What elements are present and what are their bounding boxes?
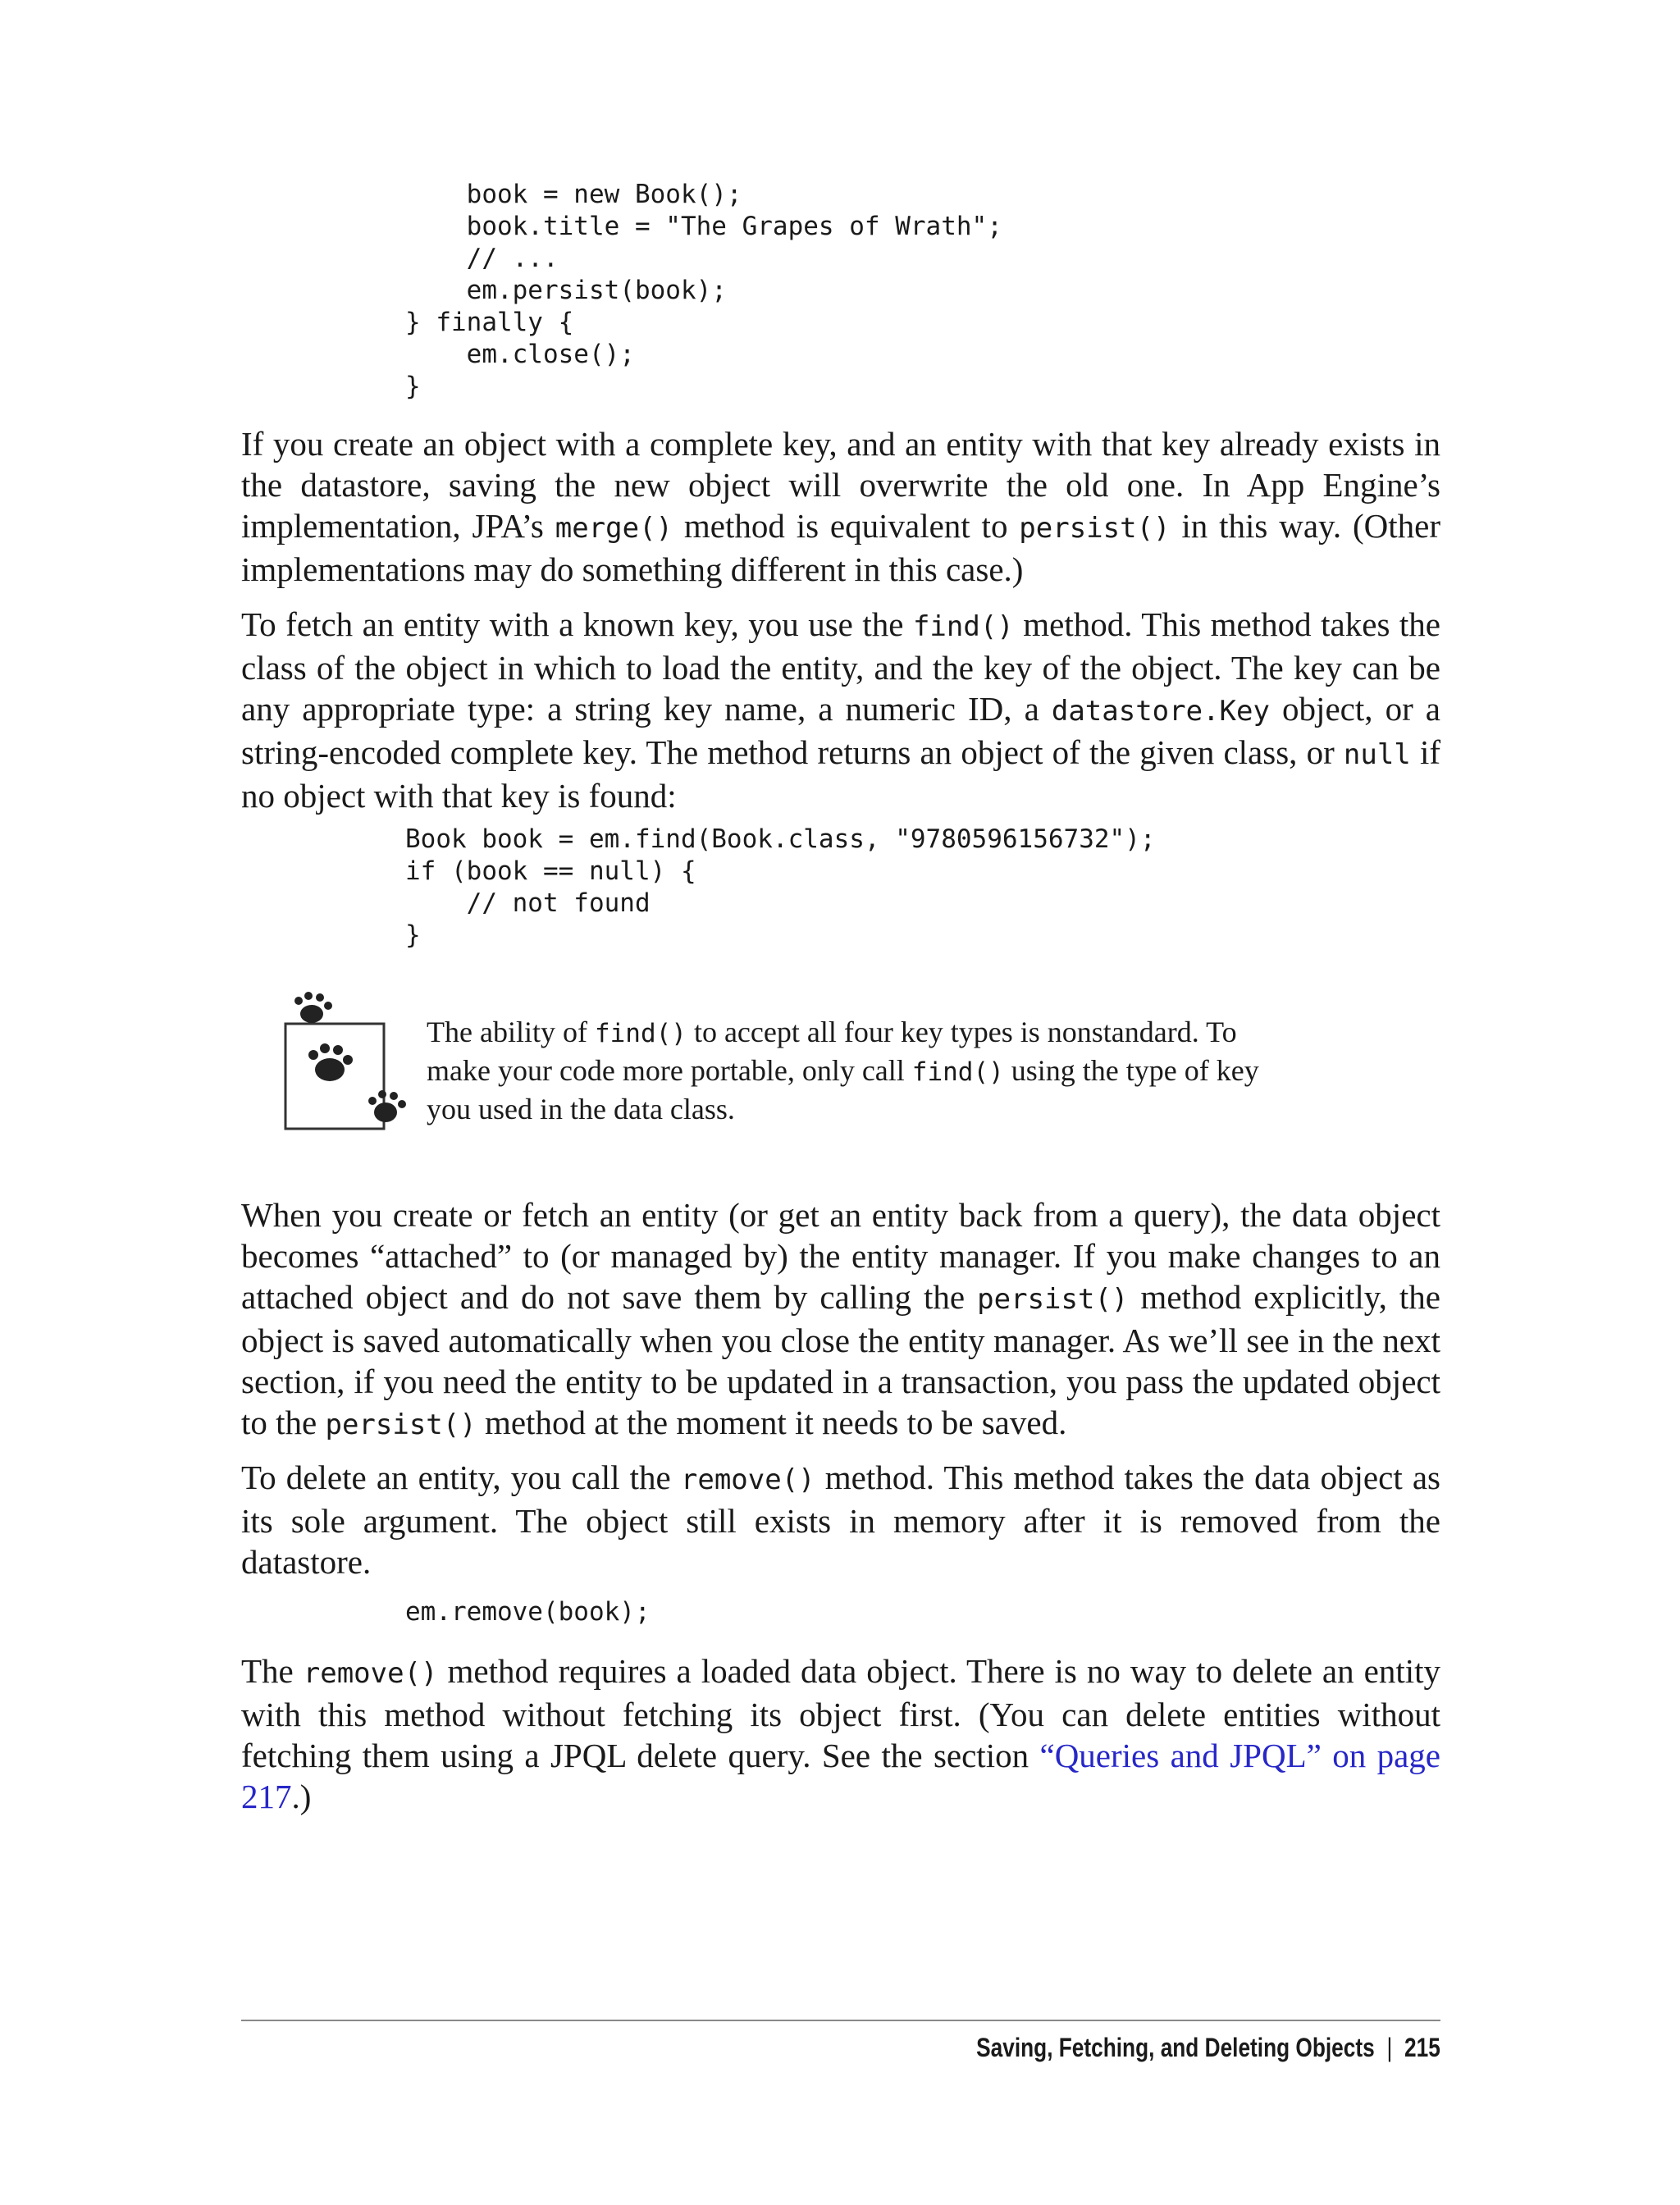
running-section-title: Saving, Fetching, and Deleting Objects xyxy=(976,2033,1375,2062)
paragraph-remove-requires-loaded: The remove() method requires a loaded data object. There is no way to delete an entity with this method without fetching its object first. (You can delete entities without fetching them using a JPQL delete query. See the section “Queries and JPQL” on page 217.) xyxy=(241,1652,1441,1815)
inline-code: merge() xyxy=(555,512,673,545)
code-line: book.title = "The Grapes of Wrath"; xyxy=(405,212,1002,241)
footer-divider xyxy=(241,2020,1440,2021)
inline-code: remove() xyxy=(303,1657,438,1690)
inline-code: find() xyxy=(911,1057,1004,1087)
paragraph-delete-entity: To delete an entity, you call the remove() method. This method takes the data object as its sole argument. The object still exists in memory after it is removed from the datastore. xyxy=(241,1459,1440,1581)
inline-code: persist() xyxy=(325,1408,477,1441)
code-line: } finally { xyxy=(405,308,574,337)
inline-code: find() xyxy=(594,1019,687,1048)
inline-code: datastore.Key xyxy=(1051,695,1270,728)
code-block-remove xyxy=(405,1596,651,1628)
cross-reference-link[interactable]: “Queries and JPQL” on page 217 xyxy=(241,1737,1441,1815)
raccoon-paw-icon xyxy=(279,989,418,1137)
paragraph-fetch-entity: To fetch an entity with a known key, you use the find() method. This method takes the class of the object in which to load the entity, and the key of the object. The key can be any appropriate type: a string key name, a numeric ID, a datastore.Key object, or a string-encoded complete key. The method returns an object of the given class, or null if no object with that key is found: xyxy=(241,605,1441,815)
code-line: // not found xyxy=(405,888,651,918)
code-block-find xyxy=(405,824,1156,952)
code-block-persist xyxy=(405,179,1002,403)
inline-code: persist() xyxy=(977,1283,1129,1316)
code-line: book = new Book(); xyxy=(405,180,742,209)
code-line: if (book == null) { xyxy=(405,856,696,886)
paragraph-complete-key: If you create an object with a complete key, and an entity with that key already exists in the datastore, saving the new object will overwrite the old one. In App Engine’s implementation, JPA’s merge() method is equivalent to persist() in this way. (Other implementations may do something different in this case.) xyxy=(241,425,1440,588)
footer-separator: | xyxy=(1386,2033,1393,2062)
code-line: em.close(); xyxy=(405,340,635,369)
note-callout: The ability of find() to accept all four key types is nonstandard. To make your code more portable, only call find() using the type of key you used in the data class. xyxy=(427,1016,1259,1125)
code-line: Book book = em.find(Book.class, "9780596156732"); xyxy=(405,824,1156,854)
inline-code: remove() xyxy=(680,1463,815,1496)
code-line: // ... xyxy=(405,244,559,273)
code-line: em.remove(book); xyxy=(405,1597,651,1627)
inline-code: null xyxy=(1343,738,1411,771)
page-footer xyxy=(976,2031,1440,2064)
code-line: em.persist(book); xyxy=(405,276,727,305)
code-line: } xyxy=(405,920,421,950)
paragraph-attached-objects: When you create or fetch an entity (or get an entity back from a query), the data object becomes “attached” to (or managed by) the entity manager. If you make changes to an attached object and do not save them by calling the persist() method explicitly, the object is saved automatically when you close the entity manager. As we’ll see in the next section, if you need the entity to be updated in a transaction, you pass the updated object to the persist() method at the moment it needs to be saved. xyxy=(241,1196,1440,1441)
page-number: 215 xyxy=(1404,2033,1440,2062)
code-line: } xyxy=(405,372,421,401)
inline-code: persist() xyxy=(1019,512,1171,545)
inline-code: find() xyxy=(912,610,1014,643)
